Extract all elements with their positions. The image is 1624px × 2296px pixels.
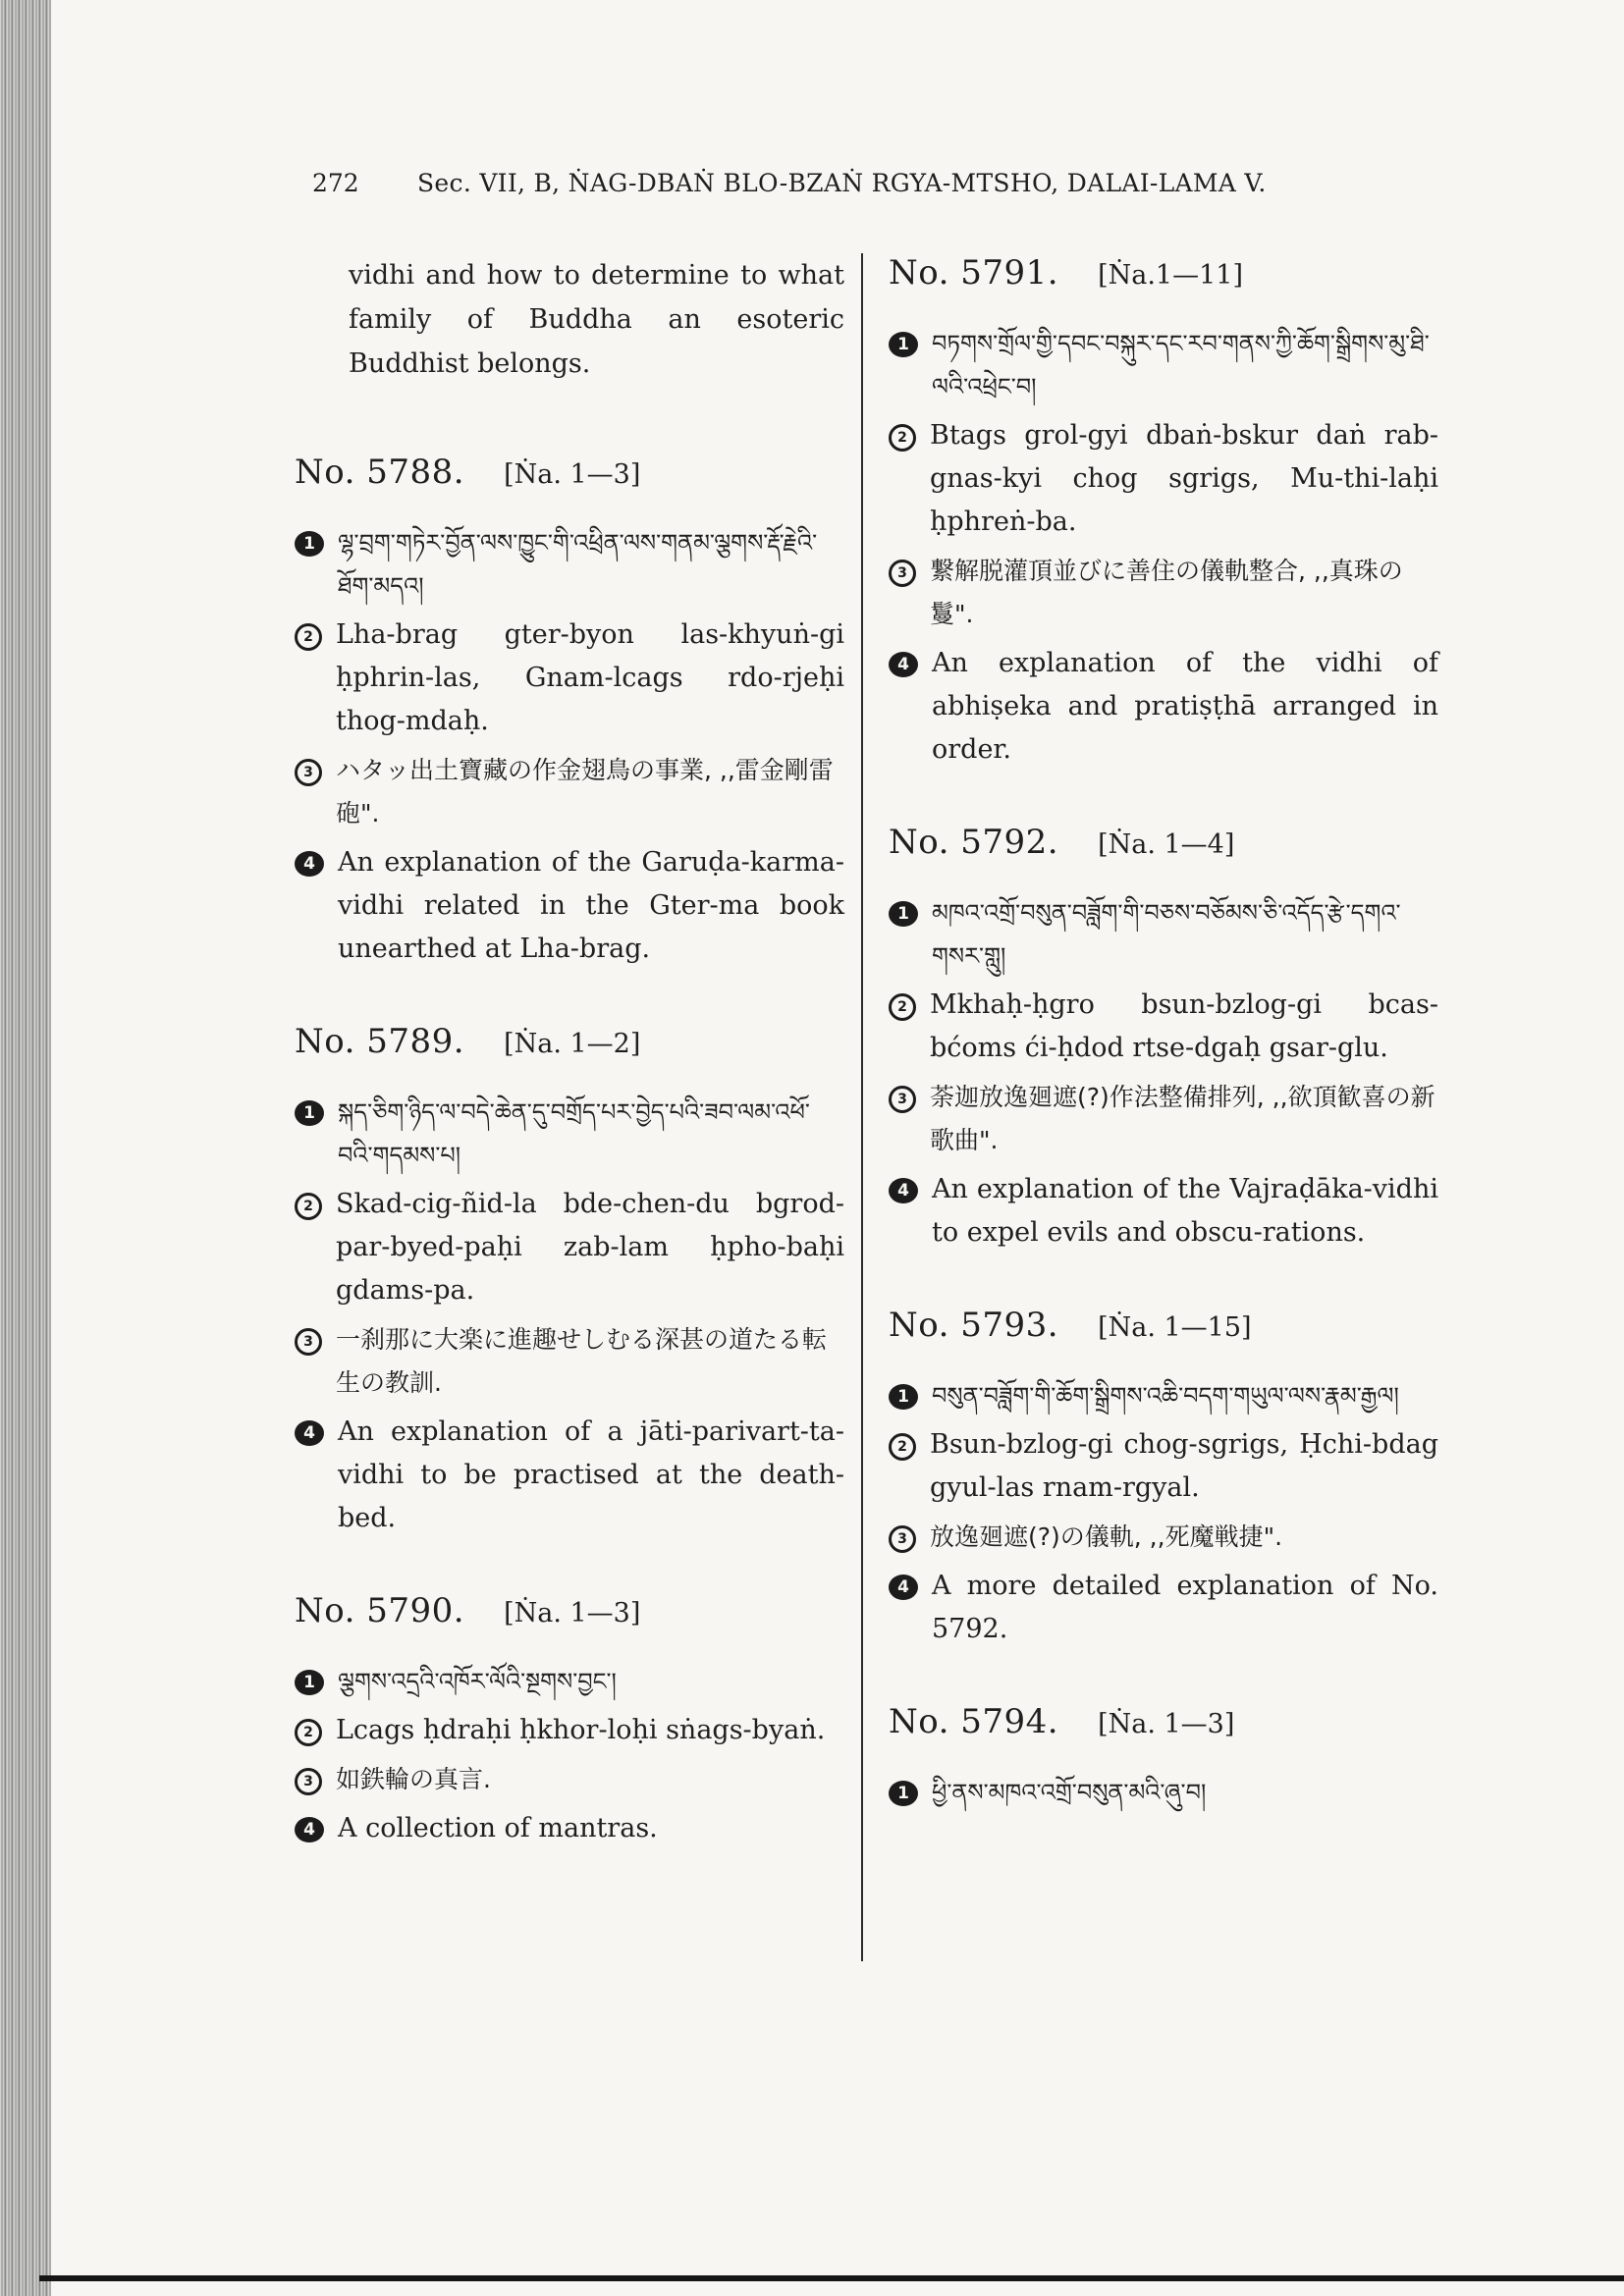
entry-number: No. 5789. xyxy=(295,1022,465,1061)
entry-heading xyxy=(889,823,1438,862)
entry-reference: [Ṅa. 1—4] xyxy=(1098,829,1235,860)
circled-number-icon: 3 xyxy=(295,1768,322,1795)
catalog-entry xyxy=(889,253,1438,772)
circled-number-icon: 4 xyxy=(889,1575,918,1600)
column-divider xyxy=(861,253,863,1961)
scan-binding-edge xyxy=(0,0,51,2296)
left-column xyxy=(295,253,844,1901)
entry-number: No. 5793. xyxy=(889,1306,1059,1345)
circled-number-icon: 3 xyxy=(889,560,916,587)
entry-number: No. 5788. xyxy=(295,453,465,492)
japanese-title xyxy=(889,1516,1438,1559)
item-text: Skad-cig-ñid-la bde-chen-du bgrod-par-byed-paḥi zab-lam ḥpho-baḥi gdams-pa. xyxy=(336,1189,844,1306)
tibetan-title xyxy=(889,891,1438,978)
transliteration xyxy=(889,1423,1438,1510)
circled-number-icon: 4 xyxy=(295,1817,324,1842)
catalog-entry xyxy=(295,453,844,971)
page-number: 272 xyxy=(312,169,359,197)
english-description xyxy=(295,1807,844,1850)
item-text: ལྷ་བྲག་གཏེར་བྱོན་ལས་ཁྱུང་གི་འཕྲིན་ལས་གནམ་ལྕགས་རྡོ་རྗེའི་ཐོག་མདའ། xyxy=(338,529,818,600)
item-text: An explanation of the Garuḍa-karma-vidhi related in the Gter-ma book unearthed at Lha-brag. xyxy=(338,847,844,964)
item-text: 繋解脱灌頂並びに善住の儀軌整合, ,,真珠の鬘". xyxy=(930,557,1403,628)
circled-number-icon: 1 xyxy=(295,531,324,557)
circled-number-icon: 4 xyxy=(295,851,324,877)
entry-number: No. 5791. xyxy=(889,253,1059,293)
entry-reference: [Ṅa. 1—15] xyxy=(1098,1312,1252,1343)
entry-reference: [Ṅa. 1—3] xyxy=(1098,1709,1235,1739)
tibetan-title xyxy=(889,1771,1438,1814)
entry-number: No. 5794. xyxy=(889,1702,1059,1741)
circled-number-icon: 2 xyxy=(889,1433,916,1461)
tibetan-title xyxy=(295,1660,844,1703)
item-text: Lha-brag gter-byon las-khyuṅ-gi ḥphrin-las, Gnam-lcags rdo-rjeḥi thog-mdaḥ. xyxy=(336,619,844,736)
transliteration xyxy=(295,1183,844,1312)
item-text: Bsun-bzlog-gi chog-sgrigs, Ḥchi-bdag gyul-las rnam-rgyal. xyxy=(930,1429,1438,1503)
circled-number-icon: 4 xyxy=(889,652,918,677)
item-text: བཏགས་གྲོལ་གྱི་དབང་བསྐུར་དང་རབ་གནས་ཀྱི་ཆོག་སྒྲིགས་མུ་ཐི་ལའི་འཕྲེང་བ། xyxy=(932,330,1430,400)
item-text: ཕྱི་ནས་མཁའ་འགྲོ་བསུན་མའི་ཞུ་བ། xyxy=(932,1779,1207,1806)
item-text: An explanation of the vidhi of abhiṣeka and pratiṣṭhā arranged in order. xyxy=(932,648,1438,765)
tibetan-title xyxy=(889,322,1438,408)
circled-number-icon: 2 xyxy=(889,424,916,452)
circled-number-icon: 2 xyxy=(295,1719,322,1746)
item-text: A more detailed explanation of No. 5792. xyxy=(932,1571,1438,1644)
entry-reference: [Ṅa. 1—3] xyxy=(504,459,641,490)
transliteration xyxy=(295,614,844,743)
item-text: An explanation of the Vajraḍāka-vidhi to expel evils and obscu-rations. xyxy=(932,1174,1438,1248)
tibetan-title xyxy=(295,1091,844,1177)
transliteration xyxy=(295,1709,844,1752)
item-text: མཁའ་འགྲོ་བསུན་བཟློག་གི་བཅས་བཅོམས་ཅི་འདོད་རྩེ་དགའ་གསར་གླུ། xyxy=(932,899,1401,970)
entry-reference: [Ṅa. 1—3] xyxy=(504,1598,641,1629)
entry-heading xyxy=(889,1306,1438,1345)
circled-number-icon: 3 xyxy=(295,1328,322,1356)
circled-number-icon: 3 xyxy=(889,1086,916,1113)
english-description xyxy=(295,841,844,971)
entry-reference: [Ṅa.1—11] xyxy=(1098,260,1243,291)
circled-number-icon: 2 xyxy=(889,993,916,1021)
entry-reference: [Ṅa. 1—2] xyxy=(504,1029,641,1059)
item-text: 如鉄輪の真言. xyxy=(336,1765,491,1793)
entry-number: No. 5792. xyxy=(889,823,1059,862)
item-text: An explanation of a jāti-parivart-ta-vidhi to be practised at the death-bed. xyxy=(338,1416,844,1533)
entry-heading xyxy=(295,453,844,492)
tibetan-title xyxy=(295,521,844,608)
right-column xyxy=(889,253,1438,1865)
running-head: Sec. VII, B, ṄAG-DBAṄ BLO-BZAṄ RGYA-MTSHO, DALAI-LAMA V. xyxy=(417,169,1267,197)
japanese-title xyxy=(295,1758,844,1801)
item-text: 荼迦放逸廻遮(?)作法整備排列, ,,欲頂歓喜の新歌曲". xyxy=(930,1083,1435,1154)
japanese-title xyxy=(889,1076,1438,1162)
entry-heading xyxy=(889,253,1438,293)
circled-number-icon: 1 xyxy=(889,332,918,357)
circled-number-icon: 1 xyxy=(889,1781,918,1806)
japanese-title xyxy=(295,749,844,835)
item-text: 一刹那に大楽に進趣せしむる深甚の道たる転生の教訓. xyxy=(336,1325,828,1397)
circled-number-icon: 1 xyxy=(295,1670,324,1695)
circled-number-icon: 4 xyxy=(889,1178,918,1203)
tibetan-title xyxy=(889,1374,1438,1417)
circled-number-icon: 3 xyxy=(889,1525,916,1553)
entry-heading xyxy=(295,1022,844,1061)
item-text: Mkhaḥ-ḥgro bsun-bzlog-gi bcas-bćoms ći-ḥdod rtse-dgaḥ gsar-glu. xyxy=(930,989,1438,1063)
item-text: ལྕགས་འདྲའི་འཁོར་ལོའི་སྔགས་བྱང་། xyxy=(338,1668,617,1695)
circled-number-icon: 1 xyxy=(889,901,918,927)
item-text: ハタッ出土寶藏の作金翅鳥の事業, ,,雷金剛雷砲". xyxy=(336,756,834,828)
item-text: Btags grol-gyi dbaṅ-bskur daṅ rab-gnas-kyi chog sgrigs, Mu-thi-laḥi ḥphreṅ-ba. xyxy=(930,420,1438,537)
item-text: A collection of mantras. xyxy=(338,1813,658,1843)
japanese-title xyxy=(295,1318,844,1405)
entry-heading xyxy=(889,1702,1438,1741)
circled-number-icon: 1 xyxy=(295,1100,324,1126)
japanese-title xyxy=(889,550,1438,636)
circled-number-icon: 2 xyxy=(295,1193,322,1220)
circled-number-icon: 4 xyxy=(295,1420,324,1446)
transliteration xyxy=(889,414,1438,544)
item-text: 放逸廻遮(?)の儀軌, ,,死魔戦捷". xyxy=(930,1522,1283,1551)
entry-number: No. 5790. xyxy=(295,1591,465,1630)
item-text: བསུན་བཟློག་གི་ཆོག་སྒྲིགས་འཆི་བདག་གཡུལ་ལས་རྣམ་རྒྱལ། xyxy=(932,1382,1399,1410)
catalog-entry xyxy=(295,1022,844,1540)
item-text: Lcags ḥdraḥi ḥkhor-loḥi sṅags-byaṅ. xyxy=(336,1715,826,1745)
circled-number-icon: 1 xyxy=(889,1384,918,1410)
transliteration xyxy=(889,984,1438,1070)
english-description xyxy=(889,1565,1438,1651)
bottom-rule xyxy=(39,2275,1624,2281)
circled-number-icon: 2 xyxy=(295,623,322,651)
catalog-entry xyxy=(889,1306,1438,1651)
english-description xyxy=(889,1168,1438,1255)
item-text: སྐད་ཅིག་ཉིད་ལ་བདེ་ཆེན་དུ་བགྲོད་པར་བྱེད་པའི་ཟབ་ལམ་འཕོ་བའི་གདམས་པ། xyxy=(338,1098,810,1169)
circled-number-icon: 3 xyxy=(295,759,322,786)
catalog-entry xyxy=(295,1591,844,1850)
catalog-entry xyxy=(889,1702,1438,1814)
catalog-entry xyxy=(889,823,1438,1255)
english-description xyxy=(295,1411,844,1540)
english-description xyxy=(889,642,1438,772)
entry-heading xyxy=(295,1591,844,1630)
continued-text: vidhi and how to determine to what family of Buddha an esoteric Buddhist belongs. xyxy=(349,260,844,379)
